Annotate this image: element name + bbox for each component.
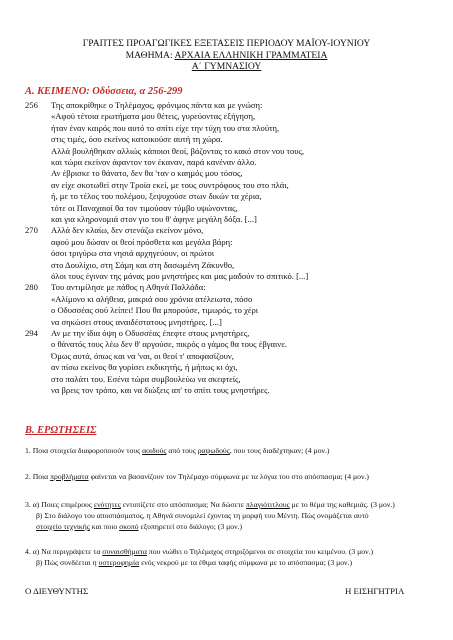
question-4a — [25, 547, 373, 556]
question-3a — [25, 500, 395, 509]
question-4b — [36, 558, 352, 567]
question-text: β) Πώς συνδέεται η — [36, 558, 99, 567]
line-text: να βρεις τον τρόπο, και να διώξεις απ' το σπίτι τους μνηστήρες. — [51, 385, 270, 395]
question-keyword: υστεροφημία — [98, 558, 140, 567]
line-text: και τώρα εκείνον άφαντον τον έκαναν, παρά κανέναν άλλο. — [51, 157, 257, 167]
question-text: 1. Ποια στοιχεία διαφοροποιούν τους — [25, 446, 143, 455]
question-keyword: ενότητες — [93, 500, 121, 509]
line-text: ήταν έναν καιρός που αυτό το σπίτι είχε την τύχη του στα πλούτη, — [51, 122, 280, 133]
exam-header — [0, 38, 453, 73]
question-2 — [25, 472, 369, 481]
line-text: ο Οδυσσέας σού λείπει! Που θα μπορούσε, τιμωρός, το χέρι — [51, 305, 259, 316]
line-number: 294 — [25, 328, 38, 338]
question-3b — [36, 511, 369, 520]
question-text: εξυπηρετεί στο διάλογο; (3 μον.) — [138, 522, 243, 531]
question-text: ενός νεκρού με τα έθιμα ταφής σύμφωνα με το απόσπασμα; (3 μον.) — [139, 558, 353, 567]
question-3b-cont — [36, 522, 242, 531]
section-b-title — [25, 425, 96, 436]
line-text: στις τιμές, όσο εκείνος κατοικούσε αυτή τη χώρα. — [51, 134, 223, 145]
section-b-title-text: Β. ΕΡΩΤΗΣΕΙΣ — [25, 425, 97, 436]
question-keyword: πλαγιότιτλους — [246, 500, 290, 509]
question-text: που νιώθει ο Τηλέμαχος στηριζόμενοι σε στοιχεία του κειμένου. (3 μον.) — [146, 547, 374, 556]
line-text: «Αλίμονο κι αλήθεια, μακριά σου χρόνια ατέλειωτα, πόσο — [51, 293, 253, 304]
question-text: , που τους διαδέχτηκαν; (4 μον.) — [229, 446, 330, 455]
line-text: Της αποκρίθηκε ο Τηλέμαχος, φρόνιμος πάντα και με γνώση: — [51, 100, 263, 110]
signature-director: Ο ΔΙΕΥΘΥΝΤΗΣ — [25, 586, 89, 596]
line-text: τότε οι Παναχαιοί θα τον τιμούσαν τύμβο υψώνοντας, — [51, 202, 238, 213]
line-text: να σηκώσει στους αναιδέστατους μνηστήρες. [...] — [51, 316, 222, 327]
question-text: με το θέμα της καθεμιάς. (3 μον.) — [289, 500, 395, 509]
line-text: Αλλά δεν κλαίω, δεν στενάζω εκείνον μόνο, — [51, 225, 204, 236]
question-text: β) Στο διάλογο του αποσπάσματος, η Αθηνά συνομιλεί έχοντας τη μορφή του Μέντη. Πώς ονομάζεται αυτό — [36, 511, 369, 520]
line-text: ή, με το τέλος του πολέμου, ξεψυχούσε στων δικών τα χέρια, — [51, 191, 262, 202]
subject-name: ΑΡΧΑΙΑ ΕΛΛΗΝΙΚΗ ΓΡΑΜΜΑΤΕΙΑ — [174, 49, 328, 61]
line-text: αν είχε σκοτωθεί στην Τροία εκεί, με τους συντρόφους του στο πλάι, — [51, 179, 289, 190]
signature-rapporteur: Η ΕΙΣΗΓΗΤΡΙΑ — [345, 586, 405, 596]
line-text: αν πίσω εκείνος θα γυρίσει εκδικητής, ή μήπως κι όχι, — [51, 362, 238, 373]
line-text: Του αντιμίλησε με πάθος η Αθηνά Παλλάδα: — [51, 282, 206, 293]
question-1 — [25, 446, 330, 455]
question-keyword: συναισθήματα — [102, 547, 147, 556]
question-text: φαίνεται να βασανίζουν τον Τηλέμαχο σύμφωνα με τα λόγια του στο απόσπασμα; (4 μον.) — [88, 472, 369, 481]
line-number: 280 — [25, 282, 38, 293]
subject-prefix: ΜΑΘΗΜΑ: — [125, 49, 175, 61]
question-keyword: αοιδούς — [142, 446, 167, 455]
question-keyword: προβλήματα — [50, 472, 89, 481]
question-text: και ποιο — [89, 522, 120, 531]
question-text: 3. α) Ποιες επιμέρους — [25, 500, 94, 509]
line-text: στο Δουλίχιο, στη Σάμη και στη δασωμένη Ζάκυνθο, — [51, 259, 235, 270]
exam-subject — [0, 50, 453, 62]
line-text: Αν με την ίδια όψη ο Οδυσσέας έπεφτε στους μνηστήρες, — [51, 328, 250, 338]
exam-class: Α΄ ΓΥΜΝΑΣΙΟΥ — [191, 61, 262, 73]
line-number: 256 — [25, 100, 38, 110]
section-a-title: Α. ΚΕΙΜΕΝΟ: Οδύσσεια, α 256-299 — [25, 86, 183, 97]
question-text: από τους — [166, 446, 198, 455]
line-text: Αν έβρισκε το θάνατο, δεν θα 'ταν ο καημός μου τόσος, — [51, 168, 243, 179]
line-text: στο παλάτι του. Εσένα τώρα συμβουλεύω να σκεφτείς, — [51, 373, 241, 384]
exam-title: ΓΡΑΠΤΕΣ ΠΡΟΑΓΩΓΙΚΕΣ ΕΞΕΤΑΣΕΙΣ ΠΕΡΙΟΔΟΥ ΜΑΪΟΥ-ΙΟΥΝΙΟΥ — [82, 38, 371, 49]
line-text: όλοι τους έγιναν της μάνας μου μνηστήρες και μας μαδούν το σπιτικό. [...] — [51, 271, 309, 281]
question-keyword: σκοπό — [119, 522, 139, 531]
question-text: εντοπίζετε στο απόσπασμα; Να δώσετε — [120, 500, 246, 509]
line-number: 270 — [25, 225, 38, 236]
line-text: Αλλά βουλήθηκαν αλλιώς κάποιοι θεοί, βάζοντας το κακό στον νου τους, — [51, 145, 305, 156]
question-keyword: ραψωδούς — [197, 446, 230, 455]
question-text: 4. α) Να περιγράψετε τα — [25, 547, 103, 556]
line-text: Όμως αυτά, όπως και να 'ναι, οι θεοί τ' αποφασίζουν, — [51, 350, 234, 361]
line-text: όσοι τριγύρω στα νησιά αρχηγεύουν, οι πρώτοι — [51, 248, 215, 259]
line-text: και για κληρονομιά στον γιο του θ' άφηνε μεγάλη δόξα. [...] — [51, 214, 257, 224]
line-text: «Αφού τέτοια ερωτήματα μου θέτεις, γυρεύοντας εξήγηση, — [51, 111, 256, 122]
question-text: 2. Ποια — [25, 472, 51, 481]
question-keyword: στοιχείο τεχνικής — [36, 522, 90, 531]
line-text: αφού μου δώσαν οι θεοί πρόσθετα και μεγάλα βάρη: — [51, 236, 233, 247]
line-text: ο θάνατός τους λέω δεν θ' αργούσε, πικρός ο γάμος θα τους έβγαινε. — [51, 339, 287, 350]
